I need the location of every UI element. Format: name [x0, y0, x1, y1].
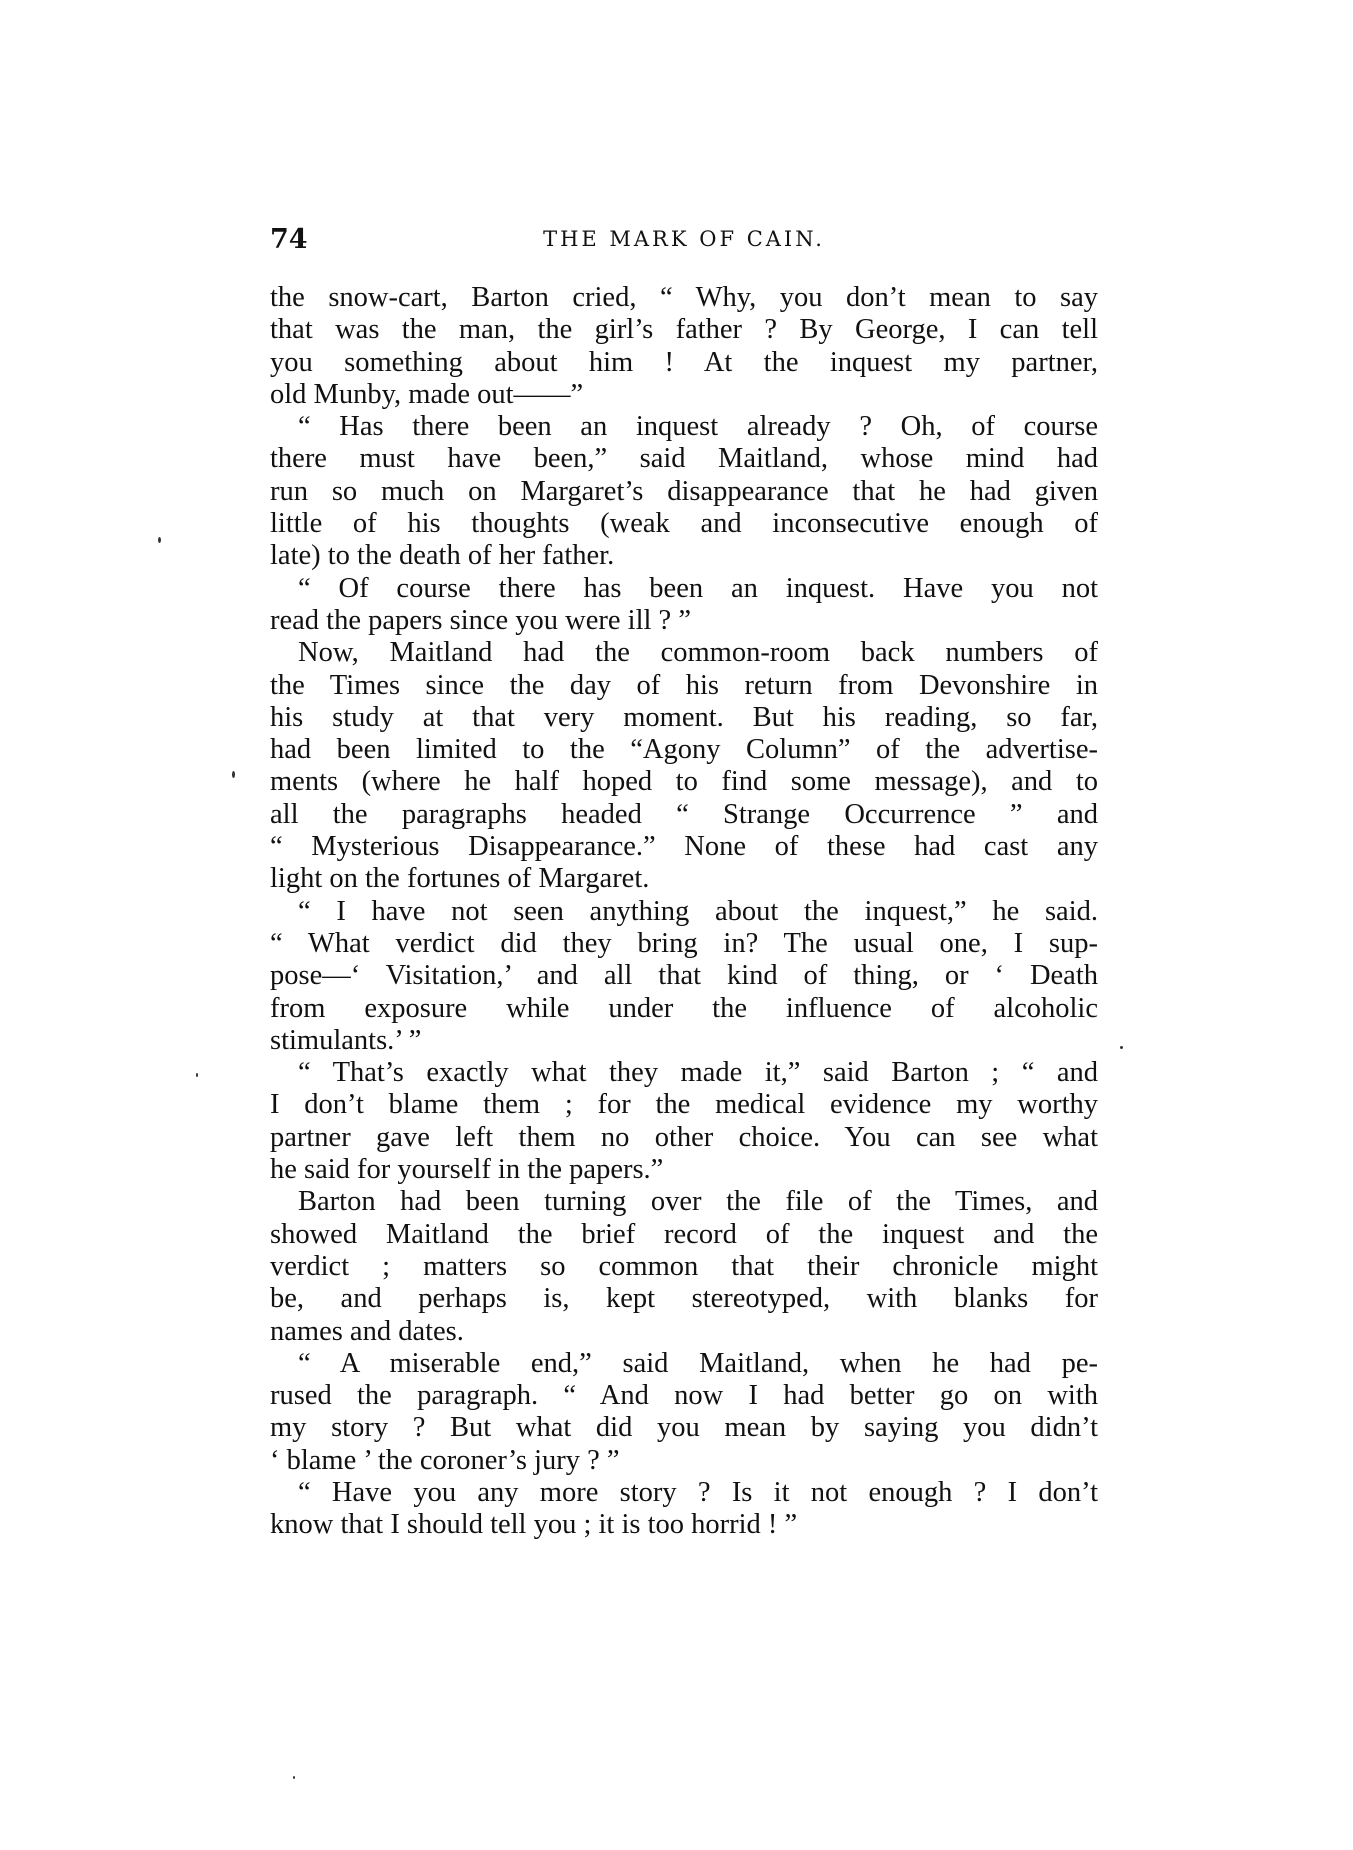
text-line: little of his thoughts (weak and inconsecutive enough of	[270, 508, 1098, 540]
body-text	[270, 282, 1098, 1542]
margin-speck	[196, 1073, 198, 1077]
text-line: run so much on Margaret’s disappearance that he had given	[270, 475, 1098, 507]
text-line: I don’t blame them ; for the medical evidence my worthy	[270, 1089, 1098, 1121]
text-line: “ Of course there has been an inquest. Have you not	[298, 572, 1098, 604]
text-line: “ A miserable end,” said Maitland, when he had pe-	[298, 1347, 1098, 1379]
text-line: be, and perhaps is, kept stereotyped, with blanks for	[270, 1283, 1098, 1315]
text-line: from exposure while under the influence of alcoholic	[270, 992, 1098, 1024]
text-line: Now, Maitland had the common-room back numbers of	[298, 637, 1098, 669]
page-number: 74	[270, 224, 308, 255]
text-line: late) to the death of her father.	[270, 540, 615, 572]
text-line: know that I should tell you ; it is too horrid ! ”	[270, 1509, 798, 1541]
text-line: “ Has there been an inquest already ? Oh, of course	[298, 411, 1098, 443]
text-line: read the papers since you were ill ? ”	[270, 604, 691, 636]
page-header	[270, 224, 1098, 264]
text-line: “ That’s exactly what they made it,” said Barton ; “ and	[298, 1057, 1098, 1089]
running-head: THE MARK OF CAIN.	[543, 227, 825, 251]
text-line: you something about him ! At the inquest my partner,	[270, 346, 1098, 378]
text-line: partner gave left them no other choice. You can see what	[270, 1121, 1098, 1153]
text-line: Barton had been turning over the file of the Times, and	[298, 1186, 1098, 1218]
text-line: showed Maitland the brief record of the inquest and the	[270, 1218, 1098, 1250]
text-line: names and dates.	[270, 1315, 464, 1347]
text-line: verdict ; matters so common that their chronicle might	[270, 1250, 1098, 1282]
text-line: the snow-cart, Barton cried, “ Why, you don’t mean to say	[270, 282, 1098, 313]
margin-speck	[1120, 1046, 1123, 1049]
text-line: “ I have not seen anything about the inquest,” he said.	[298, 895, 1098, 927]
text-line: had been limited to the “Agony Column” of the advertise-	[270, 734, 1098, 766]
text-line: old Munby, made out——”	[270, 378, 584, 410]
text-line: stimulants.’ ”	[270, 1024, 422, 1056]
text-line: all the paragraphs headed “ Strange Occurrence ” and	[270, 798, 1098, 830]
text-line: my story ? But what did you mean by saying you didn’t	[270, 1412, 1098, 1444]
text-line: rused the paragraph. “ And now I had better go on with	[270, 1380, 1098, 1412]
text-line: there must have been,” said Maitland, whose mind had	[270, 443, 1098, 475]
text-line: ‘ blame ’ the coroner’s jury ? ”	[270, 1444, 620, 1476]
text-line: light on the fortunes of Margaret.	[270, 863, 650, 895]
text-line: “ Have you any more story ? Is it not enough ? I don’t	[298, 1476, 1098, 1508]
margin-speck	[293, 1776, 295, 1779]
margin-speck	[158, 537, 161, 543]
text-line: “ What verdict did they bring in? The usual one, I sup-	[270, 927, 1098, 959]
margin-speck	[232, 771, 235, 778]
text-line: “ Mysterious Disappearance.” None of these had cast any	[270, 831, 1098, 863]
text-line: the Times since the day of his return from Devonshire in	[270, 669, 1098, 701]
text-line: ments (where he half hoped to find some message), and to	[270, 766, 1098, 798]
text-line: his study at that very moment. But his reading, so far,	[270, 701, 1098, 733]
text-line: that was the man, the girl’s father ? By George, I can tell	[270, 314, 1098, 346]
text-line: he said for yourself in the papers.”	[270, 1154, 664, 1186]
text-line: pose—‘ Visitation,’ and all that kind of thing, or ‘ Death	[270, 960, 1098, 992]
